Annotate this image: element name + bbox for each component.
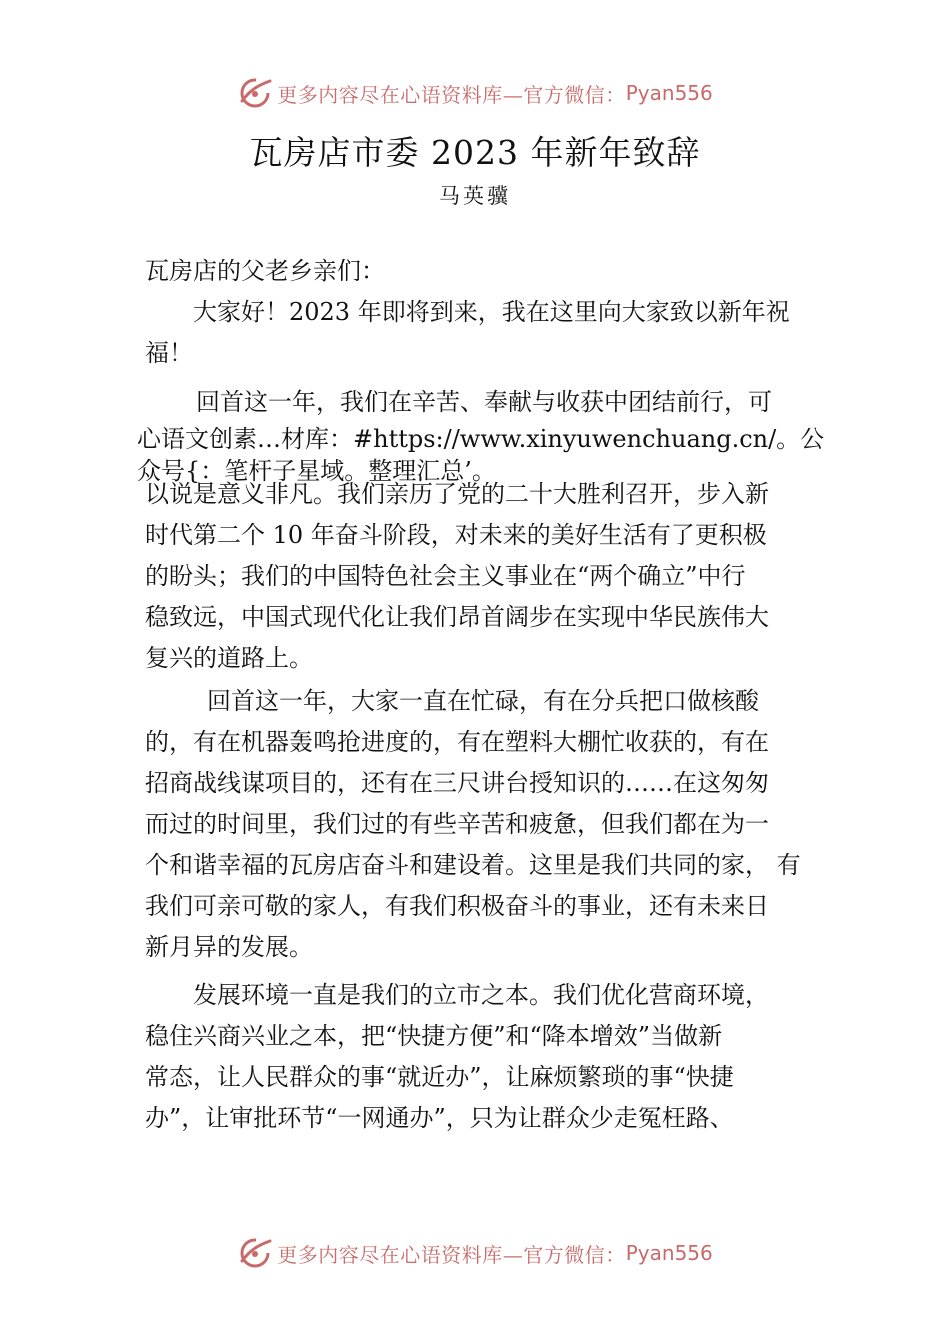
p2-line: 以说是意义非凡。我们亲历了党的二十大胜利召开，步入新 — [145, 480, 769, 508]
paragraph-3 — [145, 681, 835, 968]
document-author: 马英骥 — [439, 184, 511, 208]
p3-line: 回首这一年，大家一直在忙碌，有在分兵把口做核酸 — [207, 687, 759, 715]
p1-line: 福！ — [145, 339, 193, 367]
p2-line: 回首这一年，我们在辛苦、奉献与收获中团结前行，可 — [196, 388, 772, 416]
p4-line: 常态，让人民群众的事“就近办”，让麻烦繁琐的事“快捷 — [145, 1063, 734, 1091]
banner-wechat-id: Pyan556 — [625, 81, 713, 105]
p4-line: 发展环境一直是我们的立市之本。我们优化营商环境， — [193, 981, 769, 1009]
banner-text: 更多内容尽在心语资料库—官方微信： — [277, 1242, 626, 1267]
brush-logo-icon — [237, 75, 273, 111]
paragraph-2-start — [137, 382, 837, 487]
p2-line: 复兴的道路上。 — [145, 644, 313, 672]
footer-banner — [0, 1228, 950, 1278]
header-banner — [0, 68, 950, 118]
p3-line: 招商战线谋项目的，还有在三尺讲台授知识的……在这匆匆 — [145, 769, 769, 797]
paragraph-4 — [145, 975, 835, 1139]
p2-line: 的盼头；我们的中国特色社会主义事业在“两个确立”中行 — [145, 562, 746, 590]
paragraph-2 — [145, 474, 835, 679]
p1-line: 大家好！2023 年即将到来，我在这里向大家致以新年祝 — [193, 298, 790, 326]
p3-line: 新月异的发展。 — [145, 933, 313, 961]
document-title: 瓦房店市委 2023 年新年致辞 — [249, 133, 701, 172]
p2-line: 时代第二个 10 年奋斗阶段，对未来的美好生活有了更积极 — [145, 521, 767, 549]
p3-line: 我们可亲可敬的家人，有我们积极奋斗的事业，还有未来日 — [145, 892, 769, 920]
brush-logo-icon — [237, 1235, 273, 1271]
watermark-line: 心语文创素…材库：#https://www.xinyuwenchuang.cn/。公 — [137, 425, 825, 453]
p4-line: 办”，让审批环节“一网通办”，只为让群众少走冤枉路、 — [145, 1104, 734, 1132]
banner-wechat-id: Pyan556 — [625, 1241, 713, 1265]
p2-line: 稳致远，中国式现代化让我们昂首阔步在实现中华民族伟大 — [145, 603, 769, 631]
opening-section — [145, 251, 835, 374]
banner-text: 更多内容尽在心语资料库—官方微信： — [277, 82, 626, 107]
p3-line: 个和谐幸福的瓦房店奋斗和建设着。这里是我们共同的家， 有 — [145, 851, 801, 879]
p4-line: 稳住兴商兴业之本，把“快捷方便”和“降本增效”当做新 — [145, 1022, 723, 1050]
p3-line: 而过的时间里，我们过的有些辛苦和疲惫，但我们都在为一 — [145, 810, 769, 838]
watermark-line: 众号{：笔杆子星域。整理汇总’。 — [137, 457, 496, 485]
salutation: 瓦房店的父老乡亲们： — [145, 257, 385, 285]
p3-line: 的，有在机器轰鸣抢进度的，有在塑料大棚忙收获的，有在 — [145, 728, 769, 756]
